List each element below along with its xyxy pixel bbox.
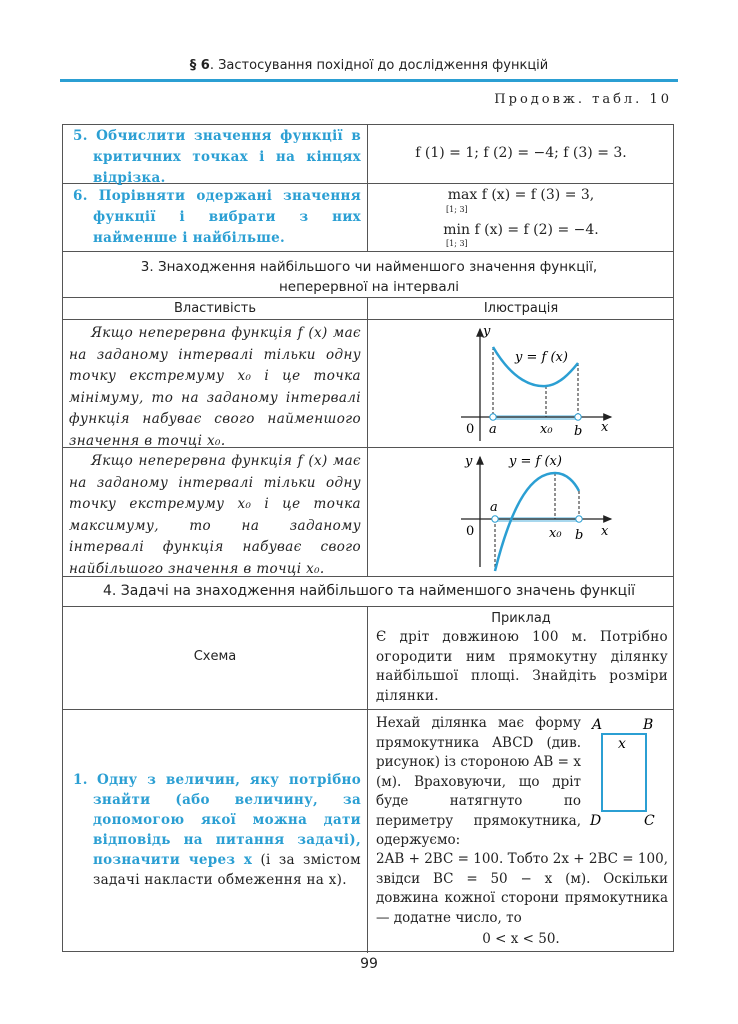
step-6-min <box>368 222 674 238</box>
section-number: § 6 <box>189 58 210 73</box>
function-label: y = f (x) <box>515 350 568 365</box>
step-5-result: f (1) = 1; f (2) = −4; f (3) = 3. <box>415 145 627 161</box>
section-3-title: 3. Знаходження найбільшого чи найменшого значення функції, неперервної на інтервалі <box>140 259 598 295</box>
function-label: y = f (x) <box>509 454 562 469</box>
origin-label: 0 <box>466 524 475 539</box>
x-label: x <box>601 524 609 539</box>
minimum-graph <box>433 321 623 445</box>
x-label: x <box>601 420 609 435</box>
section-title: . Застосування похідної до дослідження функцій <box>209 58 549 73</box>
step-5 <box>63 126 367 189</box>
solution-part-2: 2AB + 2BC = 100. Тобто 2x + 2BC = 100, звідси BC = 50 − x (м). Оскільки довжина кожної сторони прямокутника — додатне число, то <box>376 851 668 926</box>
step-number: 5. <box>73 128 88 144</box>
step-text: Порівняти одержані значення функції і вибрати з них найменше і найбільше. <box>93 188 361 246</box>
a-label: a <box>489 422 497 437</box>
x0-label: x₀ <box>549 526 562 541</box>
divider <box>367 606 368 953</box>
property-maximum: Якщо неперервна функція f (x) має на заданому інтервалі тільки одну точку екстремуму x₀ і це точка максимуму, то на заданому інтервалі функція набуває свого найбільшого значення в точці x₀. <box>69 453 361 577</box>
x0-label: x₀ <box>540 422 553 437</box>
endpoint-a <box>490 414 496 420</box>
origin-label: 0 <box>466 422 475 437</box>
y-label: y <box>483 324 491 339</box>
divider <box>63 319 673 320</box>
table-continuation-label: Продовж. табл. 10 <box>494 92 672 107</box>
solution-part-1: Нехай ділянка має форму прямокутника ABCD (див. рисунок) із стороною AB = x (м). Враховуючи, що дріт буде натягнуто по периметру прямокутника, одержуємо: <box>376 715 581 848</box>
step-text-highlight: Одну з величин, яку потрібно знайти (або величину, за допомогою якої можна дати відповідь на питання задачі), позначити через x <box>93 772 361 868</box>
vertex-a-label: A <box>592 717 603 733</box>
divider <box>63 297 673 298</box>
vertex-b-label: B <box>643 717 654 733</box>
endpoint-a <box>492 516 498 522</box>
divider <box>63 251 673 252</box>
column-header-property: Властивість <box>173 301 257 316</box>
endpoint-b <box>575 414 581 420</box>
divider <box>367 297 368 576</box>
vertex-d-label: D <box>590 813 602 827</box>
side-x-label: x <box>618 736 626 752</box>
header-rule <box>60 79 678 82</box>
b-label: b <box>574 424 583 439</box>
section-4-title: 4. Задачі на знаходження найбільшого та найменшого значень функції <box>102 583 635 599</box>
step-number: 6. <box>73 188 88 204</box>
endpoint-b <box>576 516 582 522</box>
scheme-step-1 <box>63 770 367 890</box>
step-text: (і за змістом задачі накласти обмеження на x). <box>93 852 361 888</box>
rectangle-abcd-figure <box>588 713 670 827</box>
max-formula: max f (x) = f (3) = 3, <box>447 187 595 203</box>
interval-label: [1; 3] <box>446 205 468 214</box>
table-10 <box>62 124 674 952</box>
a-label: a <box>490 500 498 515</box>
min-formula: min f (x) = f (2) = −4. <box>443 222 599 238</box>
divider <box>63 606 673 607</box>
step-text: Обчислити значення функції в критичних точках і на кінцях відрізка. <box>93 128 361 186</box>
column-header-scheme: Схема <box>193 649 237 664</box>
column-header-illustration: Ілюстрація <box>483 301 559 316</box>
step-6-max <box>368 187 674 203</box>
y-label: y <box>465 454 473 469</box>
b-label: b <box>575 528 584 543</box>
page-number: 99 <box>360 956 378 972</box>
step-6 <box>63 186 367 249</box>
step-number: 1. <box>73 772 88 788</box>
running-header <box>60 58 678 73</box>
maximum-graph <box>433 449 623 575</box>
vertex-c-label: C <box>644 813 655 827</box>
interval-label: [1; 3] <box>446 239 468 248</box>
column-header-example: Приклад <box>491 611 551 626</box>
divider <box>63 709 673 710</box>
problem-statement: Є дріт довжиною 100 м. Потрібно огородити ним прямокутну ділянку найбільшої площі. Знайдіть розміри ділянки. <box>376 629 668 704</box>
property-minimum: Якщо неперервна функція f (x) має на заданому інтервалі тільки одну точку екстремуму x₀ і це точка мінімуму, то на заданому інтервалі функція набуває свого найменшого значення в точці x₀. <box>69 325 361 449</box>
solution-final: 0 < x < 50. <box>482 931 560 947</box>
